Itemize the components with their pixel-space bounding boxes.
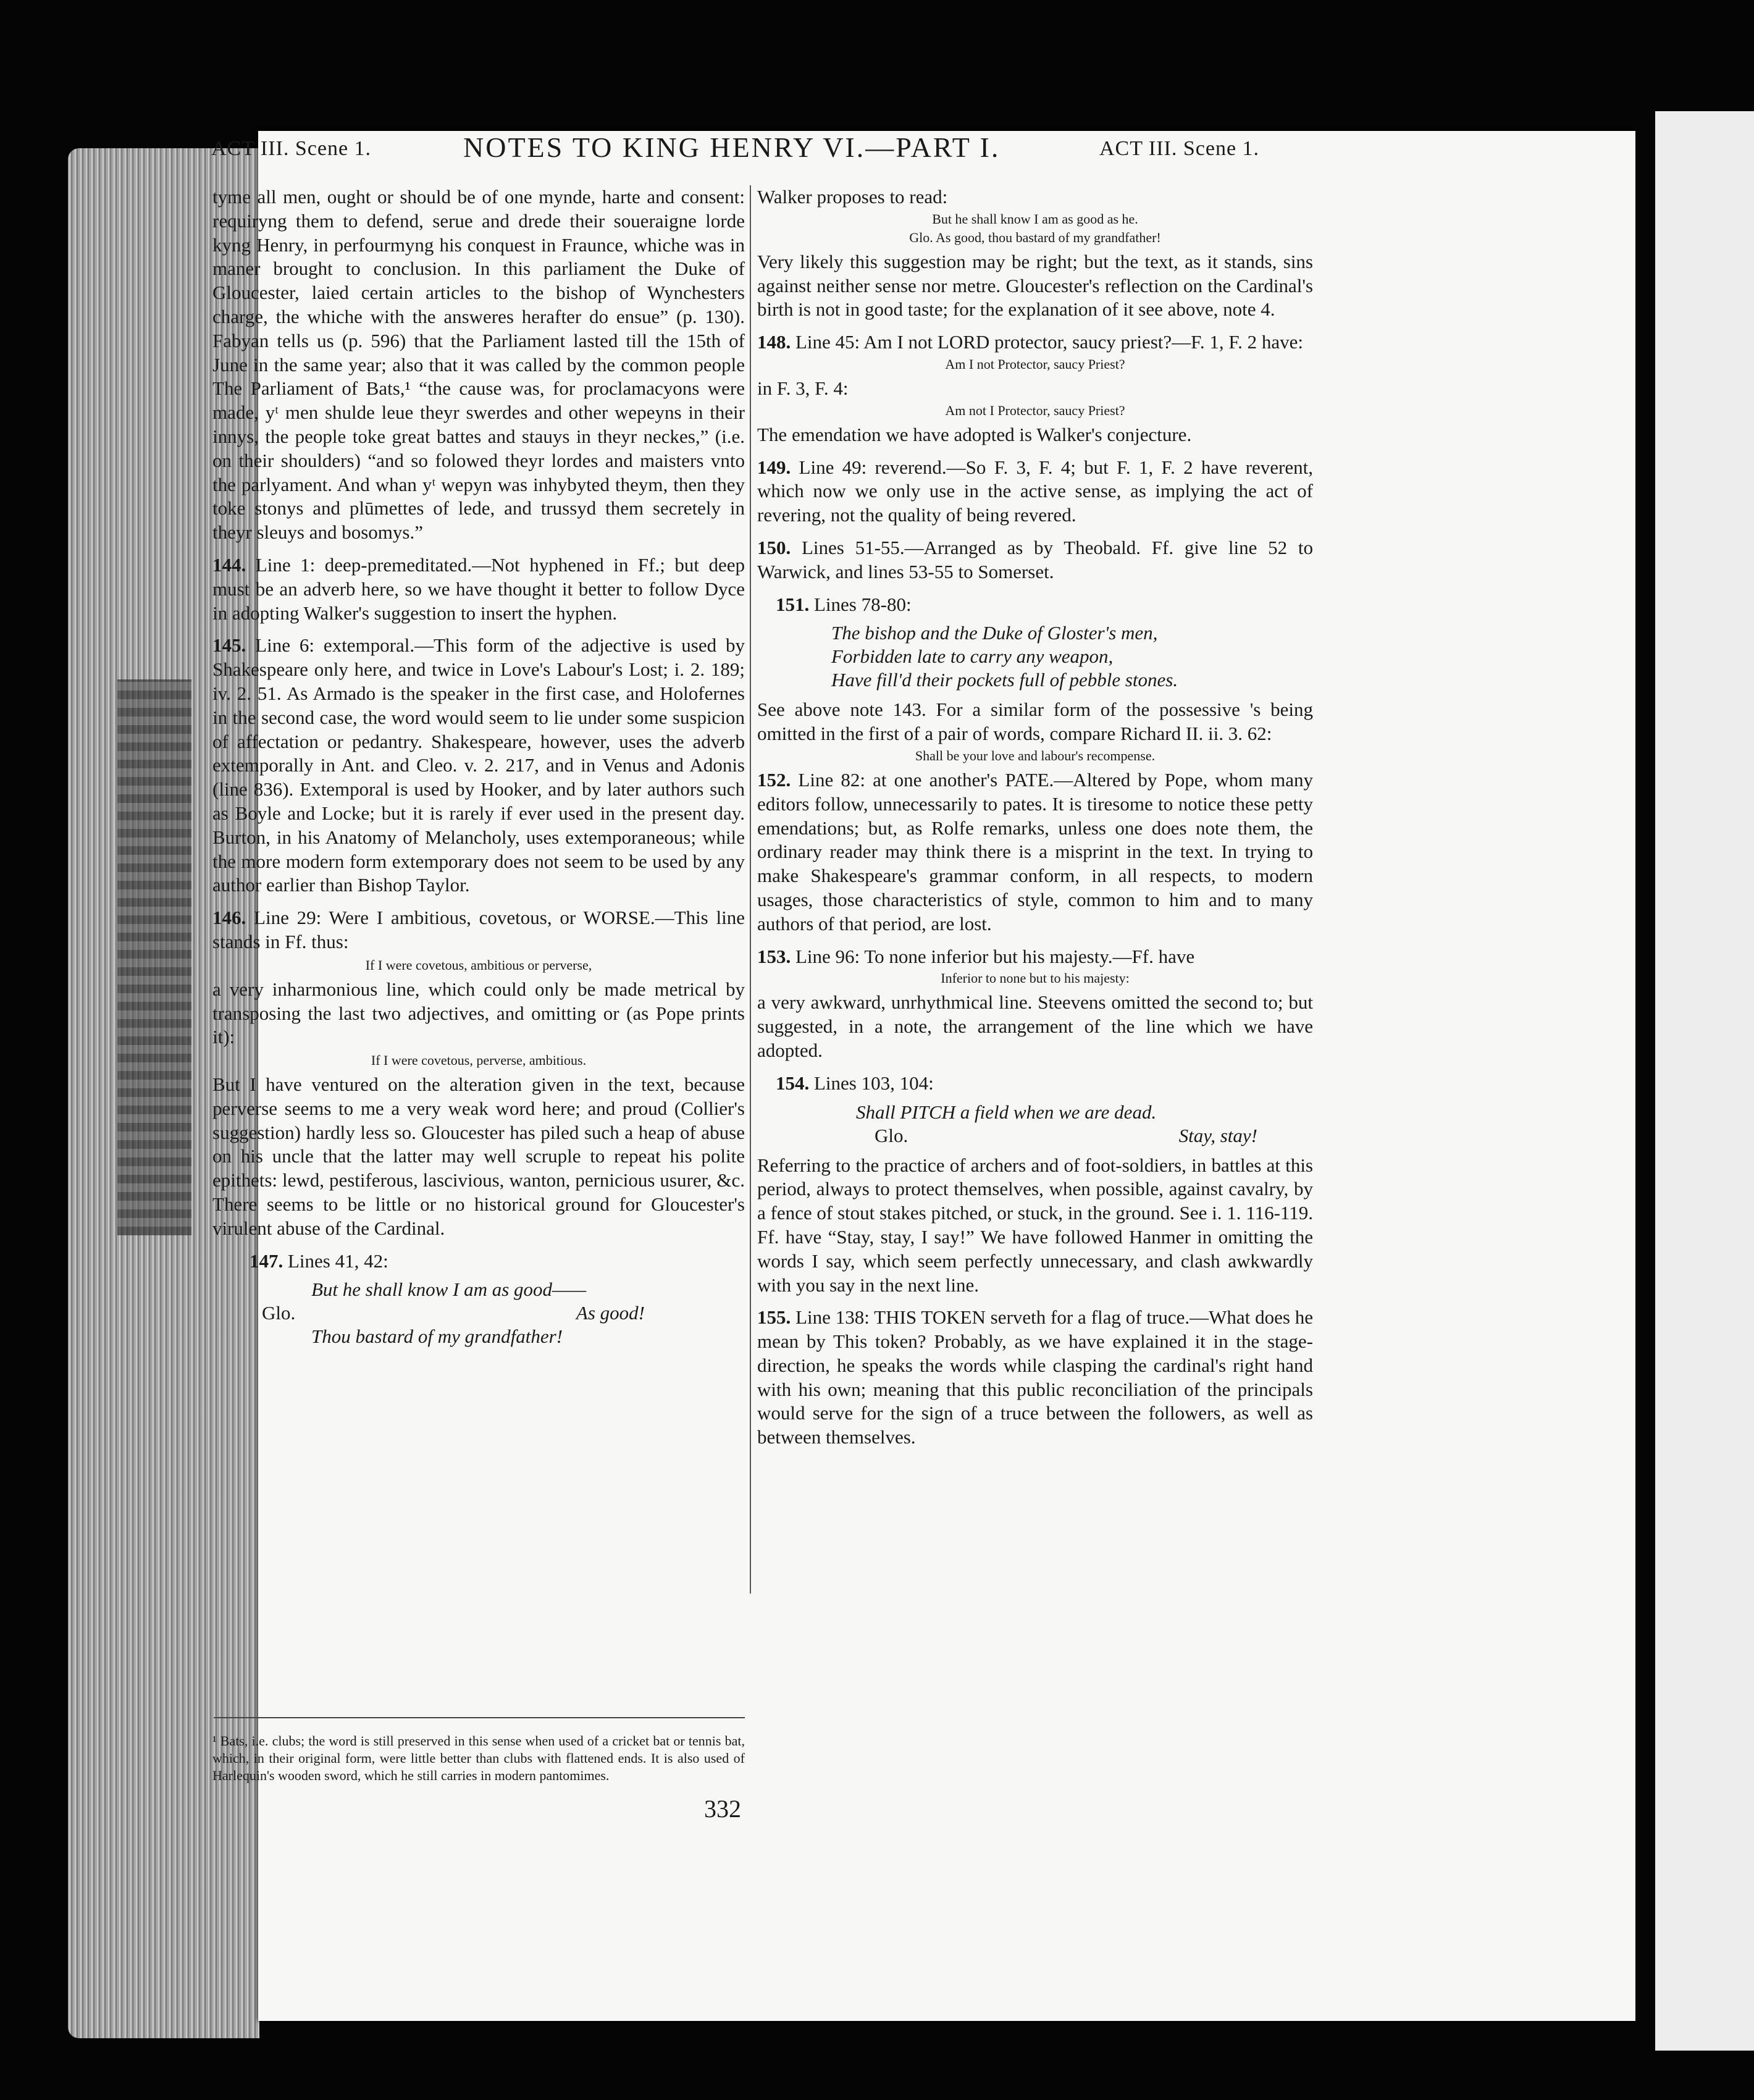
verse-line: The bishop and the Duke of Gloster's men,: [831, 622, 1158, 644]
note-number: 147.: [250, 1250, 283, 1272]
note-154: [776, 1072, 1313, 1096]
note-155: [757, 1306, 1313, 1450]
speech: As good!: [576, 1302, 645, 1324]
note-148: [757, 330, 1313, 355]
verse-line: Thou bastard of my grandfather!: [311, 1325, 563, 1348]
note-text: Line 45: Am I not LORD protector, saucy priest?—F. 1, F. 2 have:: [795, 331, 1304, 353]
note-154-continued: Referring to the practice of archers and of foot-soldiers, in battles at this period, always to protect themselves, when possible, against cavalry, by a fence of stout stakes pitched, or stuck, in the ground. See i. 1. 116-119. Ff. have “Stay, stay, I say!” We have followed Hanmer in omitting the words I say, which seem perfectly unnecessary, and clash awkwardly with you say in the next line.: [757, 1154, 1313, 1296]
speech: Stay, stay!: [1178, 1124, 1257, 1146]
verse-line: But he shall know I am as good——: [311, 1279, 587, 1301]
walker-comment: Very likely this suggestion may be right; but the text, as it stands, sins against neither sense nor metre. Gloucester's reflection on the Cardinal's birth is not in good taste; for the explanation of it see above, note 4.: [757, 250, 1313, 321]
quoted-line: If I were covetous, ambitious or perverse,: [365, 957, 592, 973]
note-148-continued: in F. 3, F. 4:: [757, 377, 849, 399]
speaker-name: Glo.: [262, 1302, 296, 1324]
note-146-continued: a very inharmonious line, which could only be made metrical by transposing the last two adjectives, and omitting or (as Pope prints it):: [212, 978, 745, 1048]
note-text: Line 1: deep-premeditated.—Not hyphened in Ff.; but deep must be an adverb here, so we have thought it better to follow Dyce in adopting Walker's suggestion to insert the hyphen.: [212, 553, 745, 624]
footnote: ¹ Bats, i.e. clubs; the word is still preserved in this sense when used of a cricket bat or tennis bat, which, in their original form, were little better than clubs with flattened ends. It is also used of Harlequin's wooden sword, which he still carries in modern pantomimes.: [212, 1733, 745, 1783]
note-number: 144.: [212, 553, 246, 576]
note-text: Lines 51-55.—Arranged as by Theobald. Ff. give line 52 to Warwick, and lines 53-55 to Somerset.: [757, 536, 1313, 582]
note-number: 152.: [757, 768, 791, 791]
note-number: 146.: [212, 907, 246, 929]
verse-quote: [856, 1101, 1313, 1148]
note-text: Line 49: reverend.—So F. 3, F. 4; but F. 1, F. 2 have reverent, which now we only use in the active sense, as implying the act of revering, not the quality of being revered.: [757, 456, 1314, 526]
note-text: Lines 41, 42:: [288, 1250, 388, 1272]
running-head-title: NOTES TO KING HENRY VI.—PART I.: [463, 132, 1001, 163]
note-146-conclusion: But I have ventured on the alteration given in the text, because perverse seems to me a very weak word here; and proud (Collier's suggestion) hardly less so. Gloucester has piled such a heap of abuse on his uncle that the latter may well scruple to repeat his polite epithets: lewd, pestiferous, lascivious, wanton, pernicious usurer, &c. There seems to be little or no historical ground for Gloucester's virulent abuse of the Cardinal.: [212, 1073, 745, 1239]
left-column: [212, 185, 745, 1354]
note-number: 153.: [757, 945, 791, 967]
note-number: 154.: [776, 1072, 810, 1094]
note-153-continued: a very awkward, unrhythmical line. Steevens omitted the second to; but suggested, in a note, the arrangement of the line which we have adopted.: [757, 991, 1313, 1061]
verse-quote: [262, 1278, 745, 1348]
quoted-line: Inferior to none but to his majesty:: [941, 970, 1130, 986]
verse-line: Forbidden late to carry any weapon,: [831, 645, 1114, 668]
note-145: [212, 634, 745, 897]
note-text: Lines 103, 104:: [814, 1072, 934, 1094]
note-153: [757, 945, 1313, 969]
quoted-line: If I were covetous, perverse, ambitious.: [371, 1052, 587, 1069]
note-number: 155.: [757, 1306, 791, 1329]
column-rule: [750, 185, 751, 1594]
note-149: [757, 456, 1313, 527]
note-text: Line 6: extemporal.—This form of the adjective is used by Shakespeare only here, and twice in Love's Labour's Lost; i. 2. 189; iv. 2. 51. As Armado is the speaker in the first case, and Holofernes in the second case, the word would seem to lie under some suspicion of affectation or pedantry. Shakespeare, however, uses the adverb extemporally in Ant. and Cleo. v. 2. 217, and in Venus and Adonis (line 836). Extemporal is used by Hooker, and by later authors such as Boyle and Locke; but it is rarely if ever used in the present day. Burton, in his Anatomy of Melancholy, uses extemporaneous; while the more modern form extemporary does not seem to be used by any author earlier than Bishop Taylor.: [212, 634, 745, 896]
note-text: Line 138: THIS TOKEN serveth for a flag of truce.—What does he mean by This token? Probably, as we have explained it in the stage-direction, he speaks the words while clasping the cardinal's right hand with his own; meaning that this public reconciliation of the principals would serve for the sign of a truce between the followers, as well as between themselves.: [757, 1306, 1313, 1448]
quoted-line: Glo. As good, thou bastard of my grandfather!: [909, 229, 1161, 245]
running-head-left: ACT III. Scene 1.: [211, 137, 372, 160]
note-text: Line 96: To none inferior but his majesty.—Ff. have: [795, 945, 1195, 967]
verse-line: Shall PITCH a field when we are dead.: [856, 1101, 1157, 1123]
note-number: 149.: [757, 456, 791, 478]
note-text: Line 82: at one another's PATE.—Altered by Pope, whom many editors follow, unnecessarily to pates. It is tiresome to notice these petty emendations; but, as Rolfe remarks, unless one does note them, the ordinary reader may think there is a misprint in the text. In trying to make Shakespeare's grammar conform, in all respects, to modern usages, those characteristics of style, common to him and to many authors of that period, are lost.: [757, 768, 1313, 934]
note-147: [250, 1250, 745, 1274]
note-151: [776, 593, 1313, 617]
note-151-continued: See above note 143. For a similar form of the possessive 's being omitted in the first of a pair of words, compare Richard II. ii. 3. 62:: [757, 699, 1313, 745]
quoted-line: Am not I Protector, saucy Priest?: [945, 402, 1125, 418]
right-column: [757, 185, 1313, 1458]
page-number: 332: [704, 1795, 741, 1823]
verse-line: Have fill'd their pockets full of pebble stones.: [831, 669, 1178, 691]
continued-paragraph: tyme all men, ought or should be of one mynde, harte and consent: requiryng them to defend, serue and drede their soueraigne lorde kyng Henry, in perfourmyng his conquest in Fraunce, whiche was in maner brought to conclusion. In this parliament the Duke of Gloucester, laied certain articles to the bishop of Wynchesters charge, the whiche with the answeres herafter do ensue” (p. 130). Fabyan tells us (p. 596) that the Parliament lasted till the 15th of June in the same year; also that it was called by the common people The Parliament of Bats,¹ “the cause was, for proclamacyons were made, yᵗ men shulde leue theyr swerdes and other wepeyns in their innys, the people toke great battes and stauys in theyr neckes,” (i.e. on their shoulders) “and so folowed theyr lordes and maisters vnto the parlyament. And whan yᵗ wepyn was inhybyted theym, then they toke stonys and plūmettes of lede, and trussyd them secretely in theyr sleuys and bosomys.”: [212, 186, 745, 544]
facing-page-edge: [1655, 111, 1754, 2051]
note-text: Line 29: Were I ambitious, covetous, or WORSE.—This line stands in Ff. thus:: [212, 907, 745, 952]
verse-line: [875, 1124, 1257, 1148]
note-number: 145.: [212, 634, 246, 657]
note-152: [757, 768, 1313, 936]
verse-line: [262, 1301, 645, 1325]
note-148-conclusion: The emendation we have adopted is Walker's conjecture.: [757, 423, 1192, 445]
note-text: Lines 78-80:: [814, 593, 912, 615]
quoted-line: Am I not Protector, saucy Priest?: [945, 356, 1125, 372]
footnote-rule: [214, 1717, 745, 1718]
note-number: 148.: [757, 331, 791, 353]
quoted-line: Shall be your love and labour's recompense.: [915, 747, 1156, 763]
verse-quote: [831, 621, 1313, 692]
note-146: [212, 906, 745, 954]
library-stamp: [117, 679, 191, 1235]
walker-intro: Walker proposes to read:: [757, 186, 948, 208]
note-number: 151.: [776, 593, 810, 615]
note-144: [212, 553, 745, 625]
speaker-name: Glo.: [875, 1124, 908, 1146]
running-head-right: ACT III. Scene 1.: [1099, 137, 1260, 160]
note-150: [757, 536, 1313, 584]
quoted-line: But he shall know I am as good as he.: [932, 211, 1138, 227]
note-number: 150.: [757, 536, 791, 558]
